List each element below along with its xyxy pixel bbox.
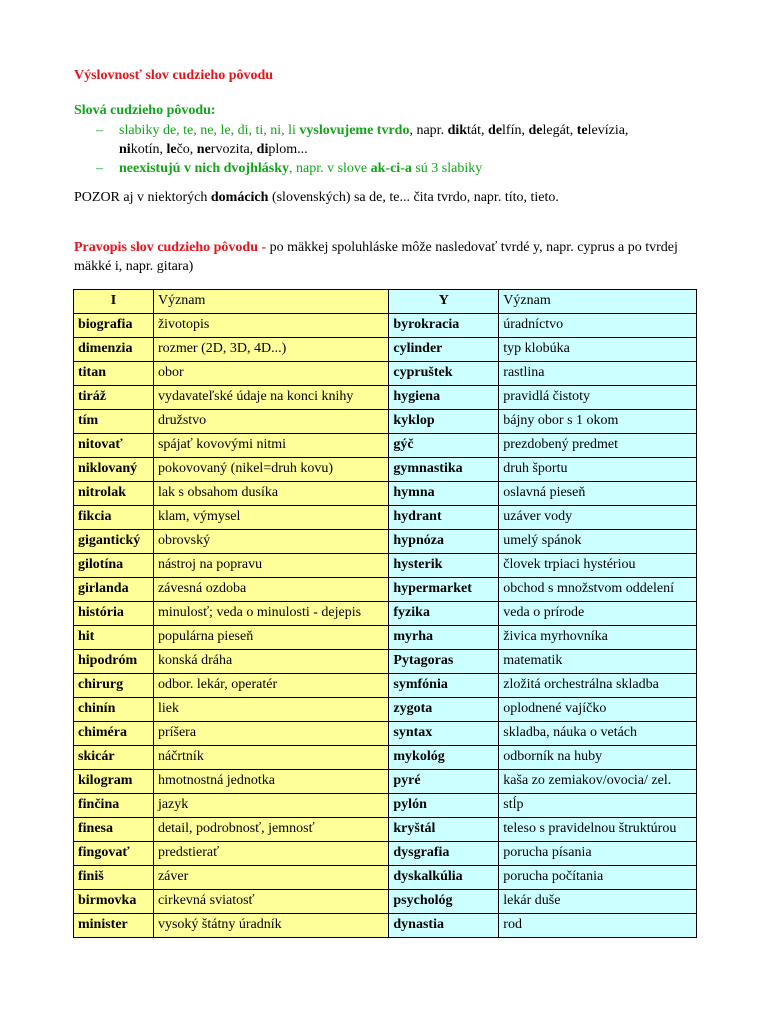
word-y-cell: byrokracia [389,314,499,338]
table-row [74,410,697,434]
meaning-y-cell: oslavná pieseň [499,482,697,506]
table-body [74,314,697,938]
table-row [74,386,697,410]
word-i-cell: birmovka [74,890,154,914]
table-row [74,434,697,458]
pozor-tail: (slovenských) sa de, te... čita tvrdo, napr. títo, tieto. [268,190,559,205]
pozor-emphasis: domácich [210,190,269,205]
meaning-i-cell: vysoký štátny úradník [153,914,388,938]
meaning-i-cell: predstierať [153,842,388,866]
bullet1-text: slabiky de, te, ne, le, di, ti, ni, li [119,123,300,138]
example-syllable: ne [196,142,211,157]
meaning-y-cell: odborník na huby [499,746,697,770]
word-y-cell: cylinder [389,338,499,362]
word-i-cell: girlanda [74,578,154,602]
word-i-cell: chinín [74,698,154,722]
table-row [74,458,697,482]
word-y-cell: fyzika [389,602,499,626]
table-row [74,698,697,722]
meaning-i-cell: liek [153,698,388,722]
word-y-cell: cypruštek [389,362,499,386]
word-i-cell: finesa [74,818,154,842]
word-y-cell: symfónia [389,674,499,698]
word-y-cell: psychológ [389,890,499,914]
word-y-cell: dynastia [389,914,499,938]
meaning-i-cell: lak s obsahom dusíka [153,482,388,506]
word-y-cell: dyskalkúlia [389,866,499,890]
meaning-y-cell: zložitá orchestrálna skladba [499,674,697,698]
table-row [74,770,697,794]
meaning-y-cell: oplodnené vajíčko [499,698,697,722]
word-i-cell: chirurg [74,674,154,698]
word-i-cell: finiš [74,866,154,890]
table-row [74,818,697,842]
example-syllable: te [576,123,588,138]
meaning-y-cell: veda o prírode [499,602,697,626]
example-syllable: de [488,123,503,138]
word-i-cell: tiráž [74,386,154,410]
meaning-i-cell: družstvo [153,410,388,434]
example-rest: lfín, [502,123,529,138]
bullet1-emphasis: vyslovujeme tvrdo [299,123,410,138]
bullet2-emphasis: neexistujú v nich dvojhlásky [119,161,289,176]
meaning-i-cell: rozmer (2D, 3D, 4D...) [153,338,388,362]
bullet2-text: , napr. v slove [288,161,371,176]
pravopis-title: Pravopis slov cudzieho pôvodu - [74,240,270,255]
word-i-cell: titan [74,362,154,386]
meaning-y-cell: obchod s množstvom oddelení [499,578,697,602]
meaning-i-cell: závesná ozdoba [153,578,388,602]
meaning-i-cell: vydavateľské údaje na konci knihy [153,386,388,410]
word-y-cell: myrha [389,626,499,650]
meaning-y-cell: stĺp [499,794,697,818]
bullet-item-1 [96,121,716,159]
meaning-y-cell: rastlina [499,362,697,386]
table-row [74,602,697,626]
header-i: I [74,290,154,314]
meaning-i-cell: obrovský [153,530,388,554]
table-row [74,722,697,746]
table-row [74,362,697,386]
example-rest: tát, [467,123,489,138]
meaning-i-cell: minulosť; veda o minulosti - dejepis [153,602,388,626]
pravopis-text: po mäkkej spoluhláske môže nasledovať tvrdé y, napr. cyprus a po tvrdej mäkké i, napr. gitara) [74,240,678,274]
word-y-cell: hygiena [389,386,499,410]
meaning-y-cell: matematik [499,650,697,674]
header-y: Y [389,290,499,314]
word-i-cell: dimenzia [74,338,154,362]
word-i-cell: hipodróm [74,650,154,674]
bullet-item-2 [96,159,716,178]
table-row [74,314,697,338]
table-header-row [74,290,697,314]
pozor-text: POZOR aj v niektorých [74,190,211,205]
meaning-i-cell: pokovovaný (nikel=druh kovu) [153,458,388,482]
meaning-i-cell: životopis [153,314,388,338]
table-row [74,794,697,818]
word-y-cell: syntax [389,722,499,746]
meaning-y-cell: skladba, náuka o vetách [499,722,697,746]
meaning-y-cell: porucha písania [499,842,697,866]
word-y-cell: pylón [389,794,499,818]
word-i-cell: minister [74,914,154,938]
example-rest: čo, [176,142,197,157]
word-i-cell: fingovať [74,842,154,866]
meaning-y-cell: teleso s pravidelnou štruktúrou [499,818,697,842]
meaning-y-cell: uzáver vody [499,506,697,530]
example-rest: legát, [542,123,577,138]
word-y-cell: gymnastika [389,458,499,482]
word-i-cell: kilogram [74,770,154,794]
example-rest: plom... [268,142,308,157]
meaning-y-cell: človek trpiaci hystériou [499,554,697,578]
meaning-y-cell: druh športu [499,458,697,482]
table-row [74,506,697,530]
meaning-y-cell: bájny obor s 1 okom [499,410,697,434]
meaning-i-cell: nástroj na popravu [153,554,388,578]
word-y-cell: hysterik [389,554,499,578]
meaning-y-cell: úradníctvo [499,314,697,338]
word-y-cell: kryštál [389,818,499,842]
table-row [74,890,697,914]
example-syllable: ni [119,142,131,157]
word-i-cell: niklovaný [74,458,154,482]
meaning-y-cell: živica myrhovníka [499,626,697,650]
meaning-i-cell: obor [153,362,388,386]
meaning-i-cell: odbor. lekár, operatér [153,674,388,698]
meaning-i-cell: populárna pieseň [153,626,388,650]
pozor-note [74,188,559,207]
meaning-i-cell: klam, výmysel [153,506,388,530]
word-i-cell: finčina [74,794,154,818]
word-y-cell: gýč [389,434,499,458]
word-y-cell: zygota [389,698,499,722]
header-meaning-y: Význam [499,290,697,314]
table-row [74,626,697,650]
table-row [74,650,697,674]
meaning-i-cell: jazyk [153,794,388,818]
word-y-cell: mykológ [389,746,499,770]
example-syllable: de [528,123,543,138]
section-subtitle: Slová cudzieho pôvodu: [74,103,216,118]
meaning-y-cell: typ klobúka [499,338,697,362]
meaning-y-cell: kaša zo zemiakov/ovocia/ zel. [499,770,697,794]
word-i-cell: gilotína [74,554,154,578]
word-i-cell: nitrolak [74,482,154,506]
meaning-i-cell: cirkevná sviatosť [153,890,388,914]
word-y-cell: pyré [389,770,499,794]
table-row [74,482,697,506]
meaning-y-cell: porucha počítania [499,866,697,890]
table-row [74,914,697,938]
bullet1-napr: , napr. [409,123,448,138]
example-syllable: dik [447,123,468,138]
meaning-i-cell: náčrtník [153,746,388,770]
example-rest: levízia, [587,123,629,138]
word-i-cell: hit [74,626,154,650]
meaning-i-cell: detail, podrobnosť, jemnosť [153,818,388,842]
bullet2-tail: sú 3 slabiky [411,161,483,176]
word-y-cell: hymna [389,482,499,506]
table-row [74,554,697,578]
example-rest: rvozita, [210,142,257,157]
meaning-i-cell: záver [153,866,388,890]
word-y-cell: hypermarket [389,578,499,602]
bullet-dash: – [96,123,103,138]
example-syllable: le [166,142,177,157]
bullet-list [96,121,716,178]
word-i-cell: skicár [74,746,154,770]
meaning-y-cell: pravidlá čistoty [499,386,697,410]
word-y-cell: Pytagoras [389,650,499,674]
word-y-cell: kyklop [389,410,499,434]
table-row [74,530,697,554]
table-row [74,746,697,770]
meaning-i-cell: hmotnostná jednotka [153,770,388,794]
meaning-i-cell: konská dráha [153,650,388,674]
example-syllable: di [256,142,269,157]
meaning-i-cell: spájať kovovými nitmi [153,434,388,458]
word-i-cell: chiméra [74,722,154,746]
word-i-cell: fikcia [74,506,154,530]
meaning-y-cell: umelý spánok [499,530,697,554]
meaning-y-cell: prezdobený predmet [499,434,697,458]
word-i-cell: biografia [74,314,154,338]
word-i-cell: nitovať [74,434,154,458]
word-i-cell: tím [74,410,154,434]
word-y-cell: dysgrafia [389,842,499,866]
table-row [74,842,697,866]
table-row [74,674,697,698]
meaning-y-cell: rod [499,914,697,938]
vocabulary-table [73,289,697,938]
bullet2-example: ak-ci-a [370,161,412,176]
table-row [74,866,697,890]
word-y-cell: hypnóza [389,530,499,554]
word-y-cell: hydrant [389,506,499,530]
word-i-cell: história [74,602,154,626]
meaning-y-cell: lekár duše [499,890,697,914]
pravopis-heading [74,238,704,276]
bullet-dash: – [96,161,103,176]
example-rest: kotín, [130,142,167,157]
table-row [74,578,697,602]
page-title: Výslovnosť slov cudzieho pôvodu [74,68,274,83]
word-i-cell: gigantický [74,530,154,554]
table-row [74,338,697,362]
header-meaning-i: Význam [153,290,388,314]
meaning-i-cell: príšera [153,722,388,746]
